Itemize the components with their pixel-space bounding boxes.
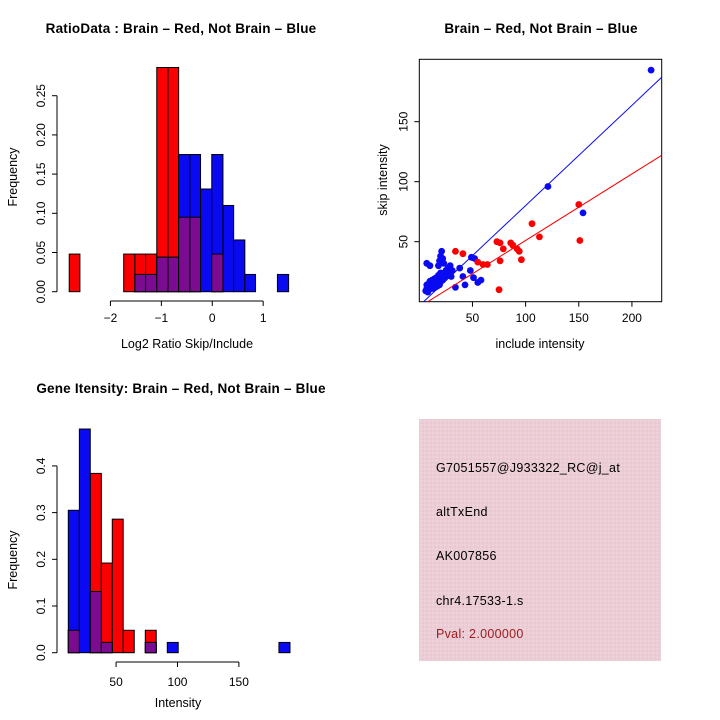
hist-bar-blue [223,205,234,291]
hist-bar-overlap [135,274,146,291]
gene-intensity-histogram-plot [0,360,360,720]
x-tick-label: 200 [621,311,642,325]
hist-bar-overlap [168,257,179,291]
pval-text: Pval: 2.000000 [436,627,524,641]
hist-bar-red [123,630,134,652]
y-tick-label: 0.20 [34,123,48,147]
hist-bar-red [101,563,112,653]
x-tick-label: 150 [228,675,249,689]
hist-bar-blue [234,240,245,292]
scatter-point-red [459,250,466,257]
intensity-scatter-plot [360,0,720,360]
ratio-hist-xlabel: Log2 Ratio Skip/Include [120,337,254,351]
scatter-point-red [496,286,503,293]
y-tick-label: 150 [396,111,411,132]
y-tick-label: 0.05 [34,240,48,265]
gene-hist-xlabel: Intensity [154,696,202,710]
hist-bar-blue [201,189,212,292]
x-tick-label: −1 [154,311,169,325]
hist-bar-overlap [90,592,101,653]
histogram-bars [68,429,290,653]
x-axis [109,662,249,689]
y-tick-label: 0.00 [34,280,48,304]
scatter-point-red [452,248,459,255]
histogram-bars [69,67,288,291]
x-tick-label: −2 [103,311,118,325]
gene-hist-title: Gene Itensity: Brain – Red, Not Brain – Blue [36,381,326,396]
fit-line-blue [424,77,662,301]
hist-bar-overlap [212,254,223,292]
y-tick-label: 0.25 [34,84,48,108]
hist-bar-blue [277,274,288,291]
probe-id-text: G7051557@J933322_RC@j_at [436,461,621,475]
scatter-point-blue [459,273,466,280]
hist-bar-overlap [157,257,168,291]
hist-bar-blue [279,642,290,652]
hist-bar-blue [79,429,90,653]
scatter-point-red [516,248,523,255]
scatter-point-red [529,220,536,227]
scatter-point-blue [478,277,485,284]
x-tick-label: 100 [515,311,536,325]
hist-bar-red [124,254,135,292]
y-tick-label: 0.4 [34,457,48,475]
scatter-point-red [497,240,504,247]
ratio-hist-ylabel: Frequency [6,147,20,207]
y-tick-label: 100 [396,171,411,192]
scatter-point-blue [448,273,455,280]
scatter-point-red [536,234,543,241]
accession-text: AK007856 [436,549,497,563]
x-tick-label: 150 [568,311,589,325]
hist-bar-overlap [145,642,156,652]
ratio-histogram-plot [0,0,360,360]
scatter-point-blue [467,267,474,274]
hist-bar-overlap [101,642,112,652]
scatter-point-blue [648,67,655,74]
x-tick-label: 1 [259,311,267,325]
scatter-point-blue [427,262,434,269]
scatter-title: Brain – Red, Not Brain – Blue [444,21,638,36]
scatter-point-blue [462,282,469,289]
ratio-hist-title: RatioData : Brain – Red, Not Brain – Blue [45,21,317,36]
y-tick-label: 0.10 [34,201,48,225]
scatter-ylabel: skip intensity [376,144,390,216]
hist-bar-red [69,254,80,292]
x-tick-label: 0 [208,311,216,325]
scatter-xlabel: include intensity [495,337,585,351]
hist-bar-overlap [146,274,157,291]
y-tick-label: 0.15 [34,162,48,186]
y-axis [34,457,57,661]
locus-text: chr4.17533-1.s [436,594,524,608]
hist-bar-overlap [190,217,201,291]
scatter-point-blue [580,210,587,217]
hist-bar-red [112,519,123,653]
gene-hist-ylabel: Frequency [6,530,20,590]
scatter-point-blue [438,248,445,255]
event-type-text: altTxEnd [436,505,488,519]
x-tick-label: 50 [109,675,123,689]
y-tick-label: 0.1 [34,597,48,615]
scatter-point-red [500,246,507,253]
y-axis [34,84,57,304]
fit-line-red [428,155,662,301]
probe-info-box [419,419,661,661]
y-tick-label: 0.0 [34,644,48,662]
scatter-point-red [518,256,525,263]
hist-bar-blue [167,642,178,652]
x-tick-label: 50 [465,311,480,325]
y-tick-label: 0.3 [34,504,48,521]
scatter-point-blue [440,260,447,267]
y-tick-label: 0.2 [34,550,48,568]
hist-bar-overlap [68,630,79,652]
hist-bar-overlap [179,217,190,291]
x-tick-label: 100 [167,675,188,689]
scatter-point-red [576,237,583,244]
y-tick-label: 50 [396,235,411,249]
hist-bar-blue [245,274,256,291]
x-axis [104,301,267,325]
